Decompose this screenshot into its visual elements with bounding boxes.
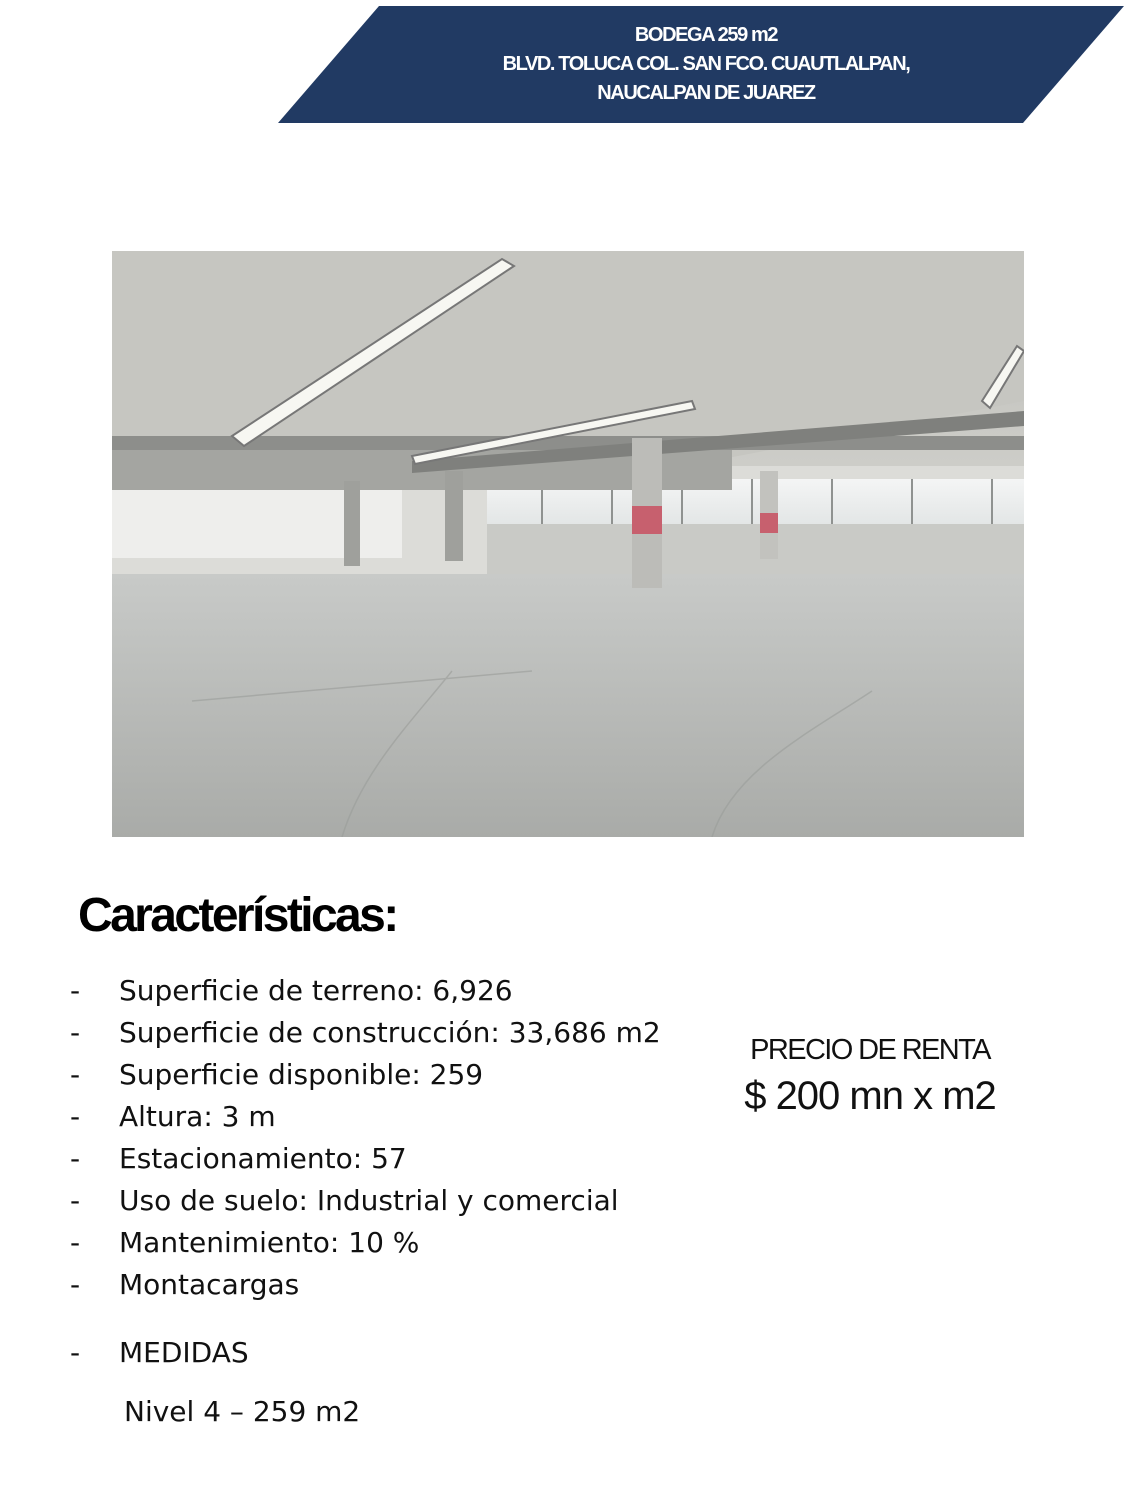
price-label: PRECIO DE RENTA — [750, 1034, 990, 1066]
list-bullet: - — [70, 974, 81, 1007]
feature-text: Superficie disponible: 259 — [119, 1058, 484, 1091]
list-bullet: - — [70, 1268, 81, 1301]
list-bullet: - — [70, 1100, 81, 1133]
medidas-detail: Nivel 4 – 259 m2 — [124, 1395, 361, 1428]
warehouse-interior-image — [112, 251, 1024, 837]
feature-text: Estacionamiento: 57 — [119, 1142, 407, 1175]
list-item — [70, 1180, 730, 1222]
list-bullet: - — [70, 1336, 81, 1369]
feature-text: Uso de suelo: Industrial y comercial — [119, 1184, 619, 1217]
banner-line-1: BODEGA 259 m2 — [634, 24, 778, 46]
banner-title — [278, 6, 1124, 123]
banner-line-2: BLVD. TOLUCA COL. SAN FCO. CUAUTLALPAN, — [502, 53, 910, 75]
banner-line-3: NAUCALPAN DE JUAREZ — [597, 82, 815, 104]
list-item — [70, 1264, 730, 1306]
list-bullet: - — [70, 1016, 81, 1049]
warehouse-photo — [112, 251, 1024, 837]
feature-text: Montacargas — [119, 1268, 300, 1301]
list-bullet: - — [70, 1142, 81, 1175]
list-item — [70, 1222, 730, 1264]
list-bullet: - — [70, 1184, 81, 1217]
price-value: $ 200 mn x m2 — [744, 1074, 996, 1118]
list-bullet: - — [70, 1226, 81, 1259]
feature-text: Superficie de terreno: 6,926 — [119, 974, 513, 1007]
feature-text: MEDIDAS — [119, 1336, 249, 1369]
list-item — [70, 1138, 730, 1180]
list-item — [70, 1332, 730, 1374]
feature-text: Mantenimiento: 10 % — [119, 1226, 420, 1259]
list-bullet: - — [70, 1058, 81, 1091]
feature-text: Altura: 3 m — [119, 1100, 276, 1133]
features-heading: Características: — [78, 889, 397, 942]
list-item — [70, 1012, 730, 1054]
list-item — [70, 970, 730, 1012]
header-banner — [278, 6, 1124, 123]
feature-text: Superficie de construcción: 33,686 m2 — [119, 1016, 661, 1049]
features-list — [70, 970, 730, 1374]
list-item — [70, 1096, 730, 1138]
list-item — [70, 1054, 730, 1096]
